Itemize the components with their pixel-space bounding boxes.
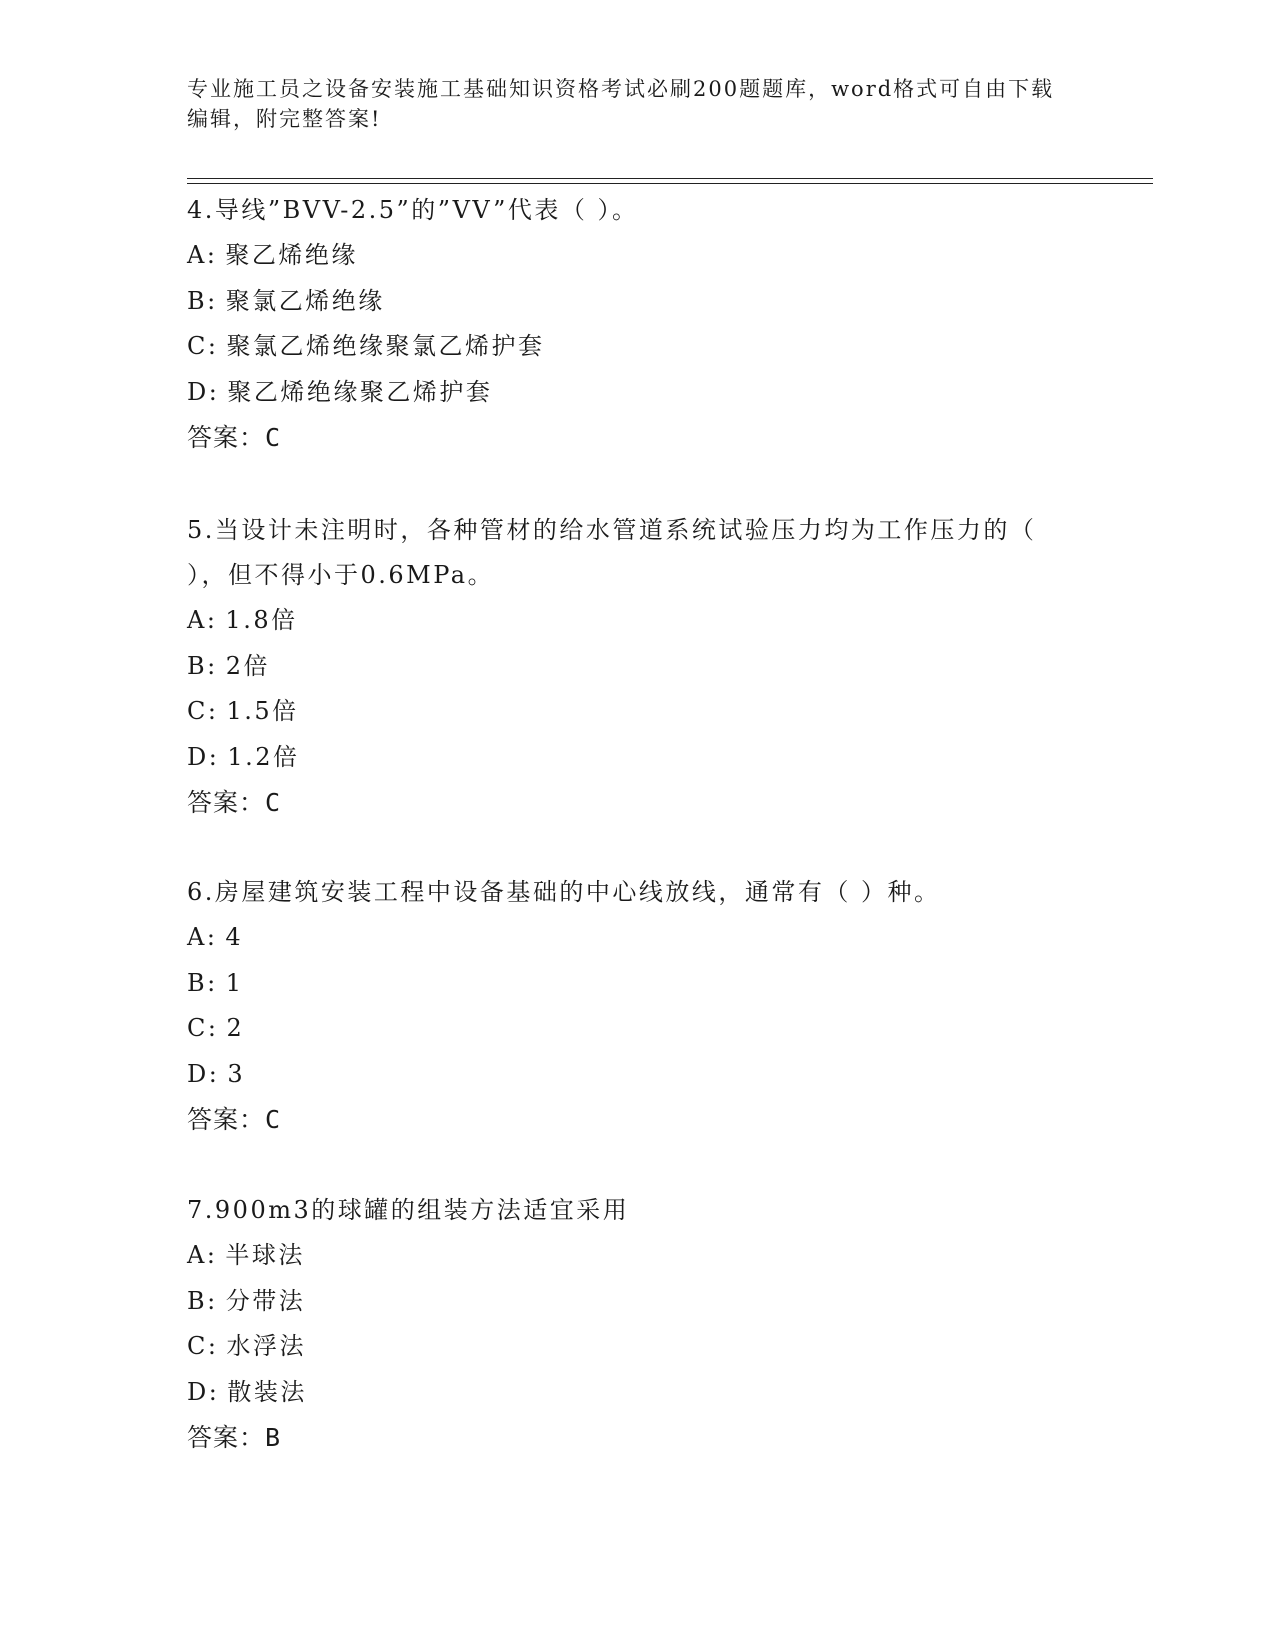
option-text: 4 bbox=[225, 923, 244, 951]
option-text: 3 bbox=[227, 1059, 246, 1088]
option-text: 1 bbox=[225, 968, 244, 997]
option-text: 1.8倍 bbox=[225, 606, 298, 634]
answer-line bbox=[187, 415, 1067, 461]
option-d bbox=[187, 1370, 1067, 1416]
option-letter: C: bbox=[187, 1014, 219, 1042]
answer-value: C bbox=[265, 1105, 282, 1134]
option-c bbox=[187, 324, 1067, 370]
option-text: 分带法 bbox=[225, 1286, 306, 1315]
option-c bbox=[187, 689, 1067, 735]
option-letter: D: bbox=[187, 742, 220, 771]
option-text: 散装法 bbox=[227, 1377, 307, 1406]
answer-line bbox=[187, 1415, 1067, 1461]
option-a bbox=[187, 598, 1067, 644]
option-text: 2 bbox=[226, 1014, 245, 1042]
header-divider-top bbox=[187, 178, 1153, 179]
option-letter: A: bbox=[187, 1241, 218, 1269]
option-letter: B: bbox=[187, 1286, 218, 1315]
option-b bbox=[187, 1279, 1067, 1325]
option-text: 2倍 bbox=[225, 651, 271, 680]
option-a bbox=[187, 233, 1067, 279]
answer-line bbox=[187, 780, 1067, 826]
option-letter: A: bbox=[187, 923, 218, 951]
option-letter: D: bbox=[187, 377, 220, 406]
answer-value: C bbox=[265, 788, 282, 817]
option-d bbox=[187, 1052, 1067, 1098]
option-d bbox=[187, 370, 1067, 416]
option-text: 1.2倍 bbox=[227, 742, 300, 771]
option-b bbox=[187, 279, 1067, 325]
option-text: 水浮法 bbox=[226, 1332, 306, 1360]
option-c bbox=[187, 1006, 1067, 1052]
option-text: 1.5倍 bbox=[226, 697, 299, 725]
question-block bbox=[187, 188, 1067, 461]
answer-label: 答案： bbox=[187, 423, 266, 452]
option-letter: D: bbox=[187, 1059, 220, 1088]
question-block bbox=[187, 870, 1067, 1143]
option-text: 聚氯乙烯绝缘 bbox=[225, 286, 385, 315]
answer-label: 答案： bbox=[187, 788, 266, 817]
option-a bbox=[187, 915, 1067, 961]
question-block bbox=[187, 508, 1067, 826]
option-letter: C: bbox=[187, 697, 219, 725]
option-b bbox=[187, 644, 1067, 690]
option-letter: D: bbox=[187, 1377, 220, 1406]
question-stem: 4.导线”BVV-2.5”的”VV”代表（ ）。 bbox=[187, 196, 639, 224]
answer-value: B bbox=[265, 1423, 282, 1452]
option-d bbox=[187, 735, 1067, 781]
option-letter: A: bbox=[187, 606, 218, 634]
option-b bbox=[187, 961, 1067, 1007]
option-letter: B: bbox=[187, 286, 218, 315]
header-divider-bottom bbox=[187, 183, 1153, 184]
option-letter: B: bbox=[187, 968, 218, 997]
option-text: 聚乙烯绝缘 bbox=[225, 241, 358, 269]
question-stem: 5.当设计未注明时，各种管材的给水管道系统试验压力均为工作压力的（ ），但不得小于0.6MPa。 bbox=[187, 516, 1037, 589]
question-stem: 6.房屋建筑安装工程中设备基础的中心线放线，通常有（ ）种。 bbox=[187, 878, 941, 906]
question-stem: 7.900m3的球罐的组装方法适宜采用 bbox=[187, 1196, 630, 1224]
document-header: 专业施工员之设备安装施工基础知识资格考试必刷200题题库，word格式可自由下载编辑，附完整答案! bbox=[187, 77, 1055, 131]
answer-label: 答案： bbox=[187, 1423, 266, 1452]
option-text: 聚氯乙烯绝缘聚氯乙烯护套 bbox=[226, 332, 545, 360]
option-text: 聚乙烯绝缘聚乙烯护套 bbox=[227, 377, 493, 406]
option-letter: C: bbox=[187, 1332, 219, 1360]
option-text: 半球法 bbox=[225, 1241, 305, 1269]
option-letter: B: bbox=[187, 651, 218, 680]
answer-value: C bbox=[265, 423, 282, 452]
option-a bbox=[187, 1233, 1067, 1279]
answer-label: 答案： bbox=[187, 1105, 266, 1134]
option-letter: C: bbox=[187, 332, 219, 360]
answer-line bbox=[187, 1097, 1067, 1143]
question-block bbox=[187, 1188, 1067, 1461]
option-c bbox=[187, 1324, 1067, 1370]
option-letter: A: bbox=[187, 241, 218, 269]
